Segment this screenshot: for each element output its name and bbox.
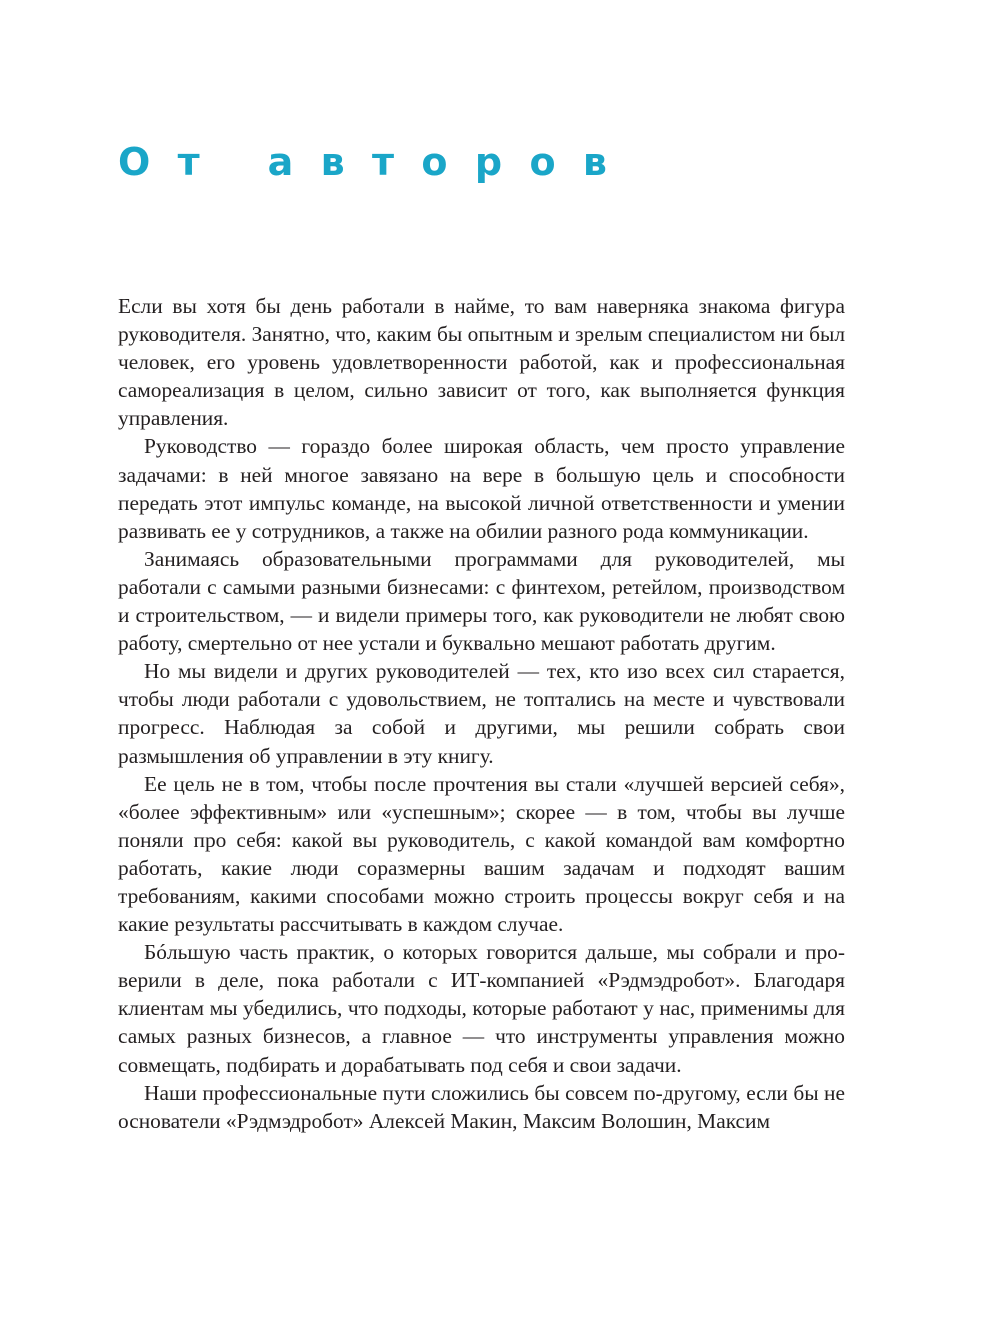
paragraph: Но мы видели и других руководителей — тех, кто изо всех сил старается, чтобы люди работали с удовольствием, не топтались на месте и чувствовали прогресс. Наблюдая за собой и другими, мы решили собрать свои размышления об управлении в эту книгу.	[118, 659, 845, 768]
paragraph: Руководство — гораздо более широкая область, чем просто управление задачами: в ней многое завязано на вере в большую цель и способности передать этот импульс команде, на высокой личной ответственности и умении развивать ее у сотрудников, а также на обилии разного рода коммуникации.	[118, 434, 845, 543]
paragraph: Занимаясь образовательными программами для руководителей, мы работали с самыми разными бизнесами: с финтехом, ретейлом, производством и строительством, — и видели примеры того, как руководители не любят свою работу, смертельно от нее устали и буквально мешают работать другим.	[118, 546, 845, 656]
paragraph: Наши профессиональные пути сложились бы совсем по-другому, если бы не основатели «Рэдмэдробот» Алексей Макин, Максим Волошин, Максим	[118, 1080, 845, 1133]
paragraph: Бóльшую часть практик, о которых говорится дальше, мы собрали и проверили в деле, пока работали с ИТ-компанией «Рэдмэдробот». Благодаря клиентам мы убедились, что подходы, которые работают у нас, применимы для самых разных бизнесов, а главное — что инструменты управления можно совмещать, подбирать и дорабатывать под себя и свои задачи.	[118, 940, 845, 1077]
paragraph: Ее цель не в том, чтобы после прочтения вы стали «лучшей версией себя», «более эффективным» или «успешным»; скорее — в том, чтобы вы лучше поняли про себя: какой вы руководитель, с какой командой вам комфортно работать, какие люди соразмерны вашим задачам и подходят вашим требованиям, какими способами можно строить процессы вокруг себя и на какие результаты рассчитывать в каждом случае.	[118, 771, 845, 937]
body-text	[118, 292, 845, 1135]
page-title: От авторов	[118, 140, 635, 184]
paragraph: Если вы хотя бы день работали в найме, то вам наверняка знакома фигура руководителя. Занятно, что, каким бы опытным и зрелым специалистом ни был человек, его уровень удовлетворенности работой, как и профессиональная самореализация в целом, сильно зависит от того, как выполняется функция управления.	[118, 294, 845, 431]
